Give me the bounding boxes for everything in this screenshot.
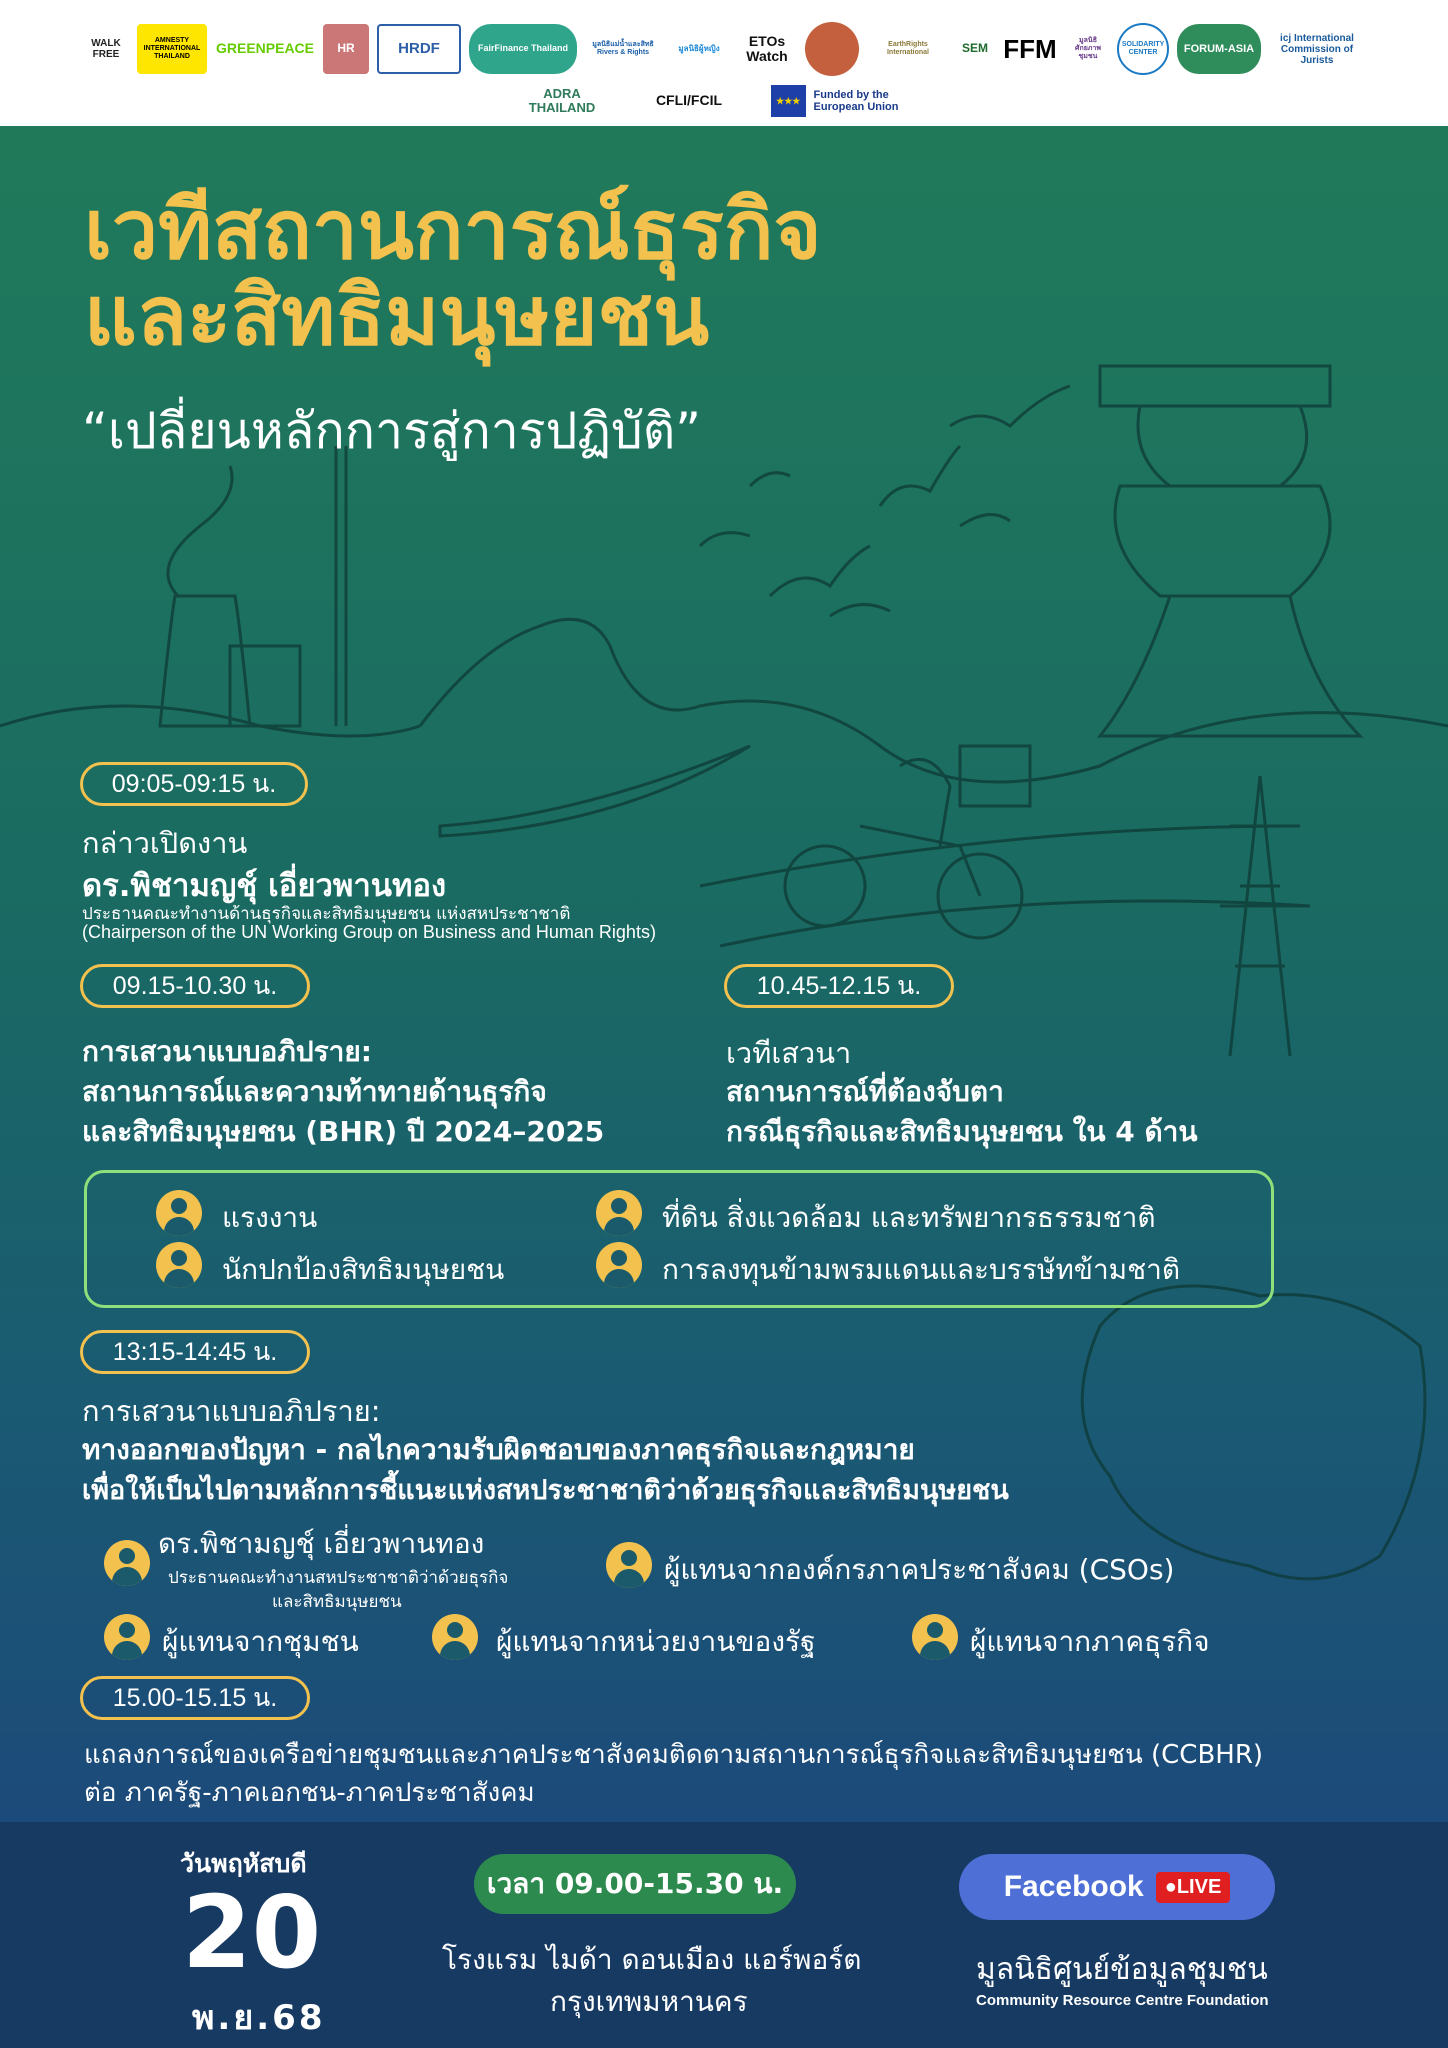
session5-line1: แถลงการณ์ของเครือข่ายชุมชนและภาคประชาสังคมติดตามสถานการณ์ธุรกิจและสิทธิมนุษยชน (CCBHR) — [84, 1740, 1264, 1770]
logo-solidarity-center: SOLIDARITY CENTER — [1117, 23, 1169, 75]
logo-amnesty: AMNESTY INTERNATIONAL THAILAND — [137, 24, 207, 74]
logo-sem: SEM — [962, 41, 989, 56]
session4-speaker-csos: ผู้แทนจากองค์กรภาคประชาสังคม (CSOs) — [664, 1553, 1175, 1586]
session3-line2: สถานการณ์ที่ต้องจับตา — [726, 1075, 1004, 1108]
logo-earthrights: EarthRights International — [886, 41, 929, 56]
session4-line2: ทางออกของปัญหา - กลไกความรับผิดชอบของภาคธุรกิจและกฎหมาย — [82, 1433, 915, 1466]
person-icon — [104, 1540, 150, 1586]
person-icon — [156, 1190, 202, 1236]
logo-ffm: FFM — [1003, 33, 1057, 64]
topic-labour: แรงงาน — [222, 1201, 318, 1234]
logo-women-foundation: มูลนิธิผู้หญิง — [678, 43, 720, 53]
logo-adra: ADRA THAILAND — [528, 85, 596, 115]
facebook-live-badge[interactable] — [959, 1854, 1275, 1920]
session1-role-th: ประธานคณะทำงานด้านธุรกิจและสิทธิมนุษยชน แห่งสหประชาชาติ — [82, 904, 571, 924]
session5-line2: ต่อ ภาครัฐ-ภาคเอกชน-ภาคประชาสังคม — [84, 1778, 535, 1808]
session4-speaker-government: ผู้แทนจากหน่วยงานของรัฐ — [496, 1625, 816, 1658]
session4-speaker1-name: ดร.พิชามญชุ์ เอี่ยวพานทอง — [158, 1527, 485, 1560]
session4-line3: เพื่อให้เป็นไปตามหลักการชี้แนะแห่งสหประชาชาติว่าด้วยธุรกิจและสิทธิมนุษยชน — [82, 1475, 1009, 1506]
event-month-year: พ.ย.68 — [192, 1998, 326, 2038]
logo-hrdf: HRDF — [377, 24, 461, 74]
organizer-name-th: มูลนิธิศูนย์ข้อมูลชุมชน — [976, 1952, 1268, 1987]
person-icon — [912, 1614, 958, 1660]
session4-speaker1-role2: และสิทธิมนุษยชน — [272, 1592, 402, 1612]
eu-flag-icon: ★★★ — [771, 85, 806, 117]
topic-defenders: นักปกป้องสิทธิมนุษยชน — [222, 1253, 505, 1286]
main-poster-area — [0, 126, 1448, 1822]
event-venue-line2: กรุงเทพมหานคร — [550, 1985, 748, 2018]
logo-etos-watch: ETOs Watch — [746, 32, 788, 64]
logo-org-red-circle — [805, 22, 859, 76]
session3-time-badge: 10.45-12.15 น. — [724, 964, 954, 1008]
topic-cross-border-investment: การลงทุนข้ามพรมแดนและบรรษัทข้ามชาติ — [662, 1253, 1181, 1286]
logo-greenpeace: GREENPEACE — [215, 40, 315, 57]
topic-land-environment: ที่ดิน สิ่งแวดล้อม และทรัพยากรธรรมชาติ — [662, 1201, 1156, 1234]
session1-time-badge: 09:05-09:15 น. — [80, 762, 308, 806]
session3-line3: กรณีธุรกิจและสิทธิมนุษยชน ใน 4 ด้าน — [726, 1115, 1198, 1148]
logo-forum-asia: FORUM-ASIA — [1177, 24, 1261, 74]
session4-time-badge: 13:15-14:45 น. — [80, 1330, 310, 1374]
facebook-label: Facebook — [1003, 1870, 1144, 1903]
session2-line1: การเสวนาแบบอภิปราย: — [82, 1035, 372, 1068]
organizer-name-en: Community Resource Centre Foundation — [976, 1992, 1269, 2009]
logo-rivers-rights: มูลนิธิแม่น้ำและสิทธิ Rivers & Rights — [592, 41, 654, 56]
person-icon — [156, 1242, 202, 1288]
session2-line2: สถานการณ์และความท้าทายด้านธุรกิจ — [82, 1075, 547, 1108]
session4-speaker1-role1: ประธานคณะทำงานสหประชาชาติว่าด้วยธุรกิจ — [168, 1568, 509, 1588]
logo-fairfinance: FairFinance Thailand — [469, 24, 577, 74]
person-icon — [432, 1614, 478, 1660]
session2-time-badge: 09.15-10.30 น. — [80, 964, 310, 1008]
partner-logos-row-1 — [0, 22, 1448, 76]
person-icon — [596, 1190, 642, 1236]
session1-label: กล่าวเปิดงาน — [82, 826, 248, 860]
logo-european-union — [766, 84, 936, 118]
session1-role-en: (Chairperson of the UN Working Group on Business and Human Rights) — [82, 922, 656, 942]
session4-speaker-community: ผู้แทนจากชุมชน — [162, 1625, 359, 1658]
logo-cfli: CFLI/FCIL — [655, 92, 723, 109]
title-line-1: เวทีสถานการณ์ธุรกิจ — [84, 183, 822, 278]
session1-speaker: ดร.พิชามญชุ์ เอี่ยวพานทอง — [82, 868, 447, 904]
logo-hr: HR — [323, 24, 369, 74]
footer-bar — [0, 1822, 1448, 2048]
event-day: 20 — [182, 1874, 322, 1991]
partner-logos-bar — [0, 0, 1448, 126]
person-icon — [104, 1614, 150, 1660]
title-line-2: และสิทธิมนุษยชน — [84, 269, 710, 364]
session3-line1: เวทีเสวนา — [726, 1036, 852, 1070]
person-icon — [606, 1542, 652, 1588]
event-time-badge: เวลา 09.00-15.30 น. — [474, 1854, 796, 1914]
live-label: ●LIVE — [1156, 1872, 1231, 1903]
event-venue-line1: โรงแรม ไมด้า ดอนเมือง แอร์พอร์ต — [442, 1943, 862, 1976]
logo-icj: icj International Commission of Jurists — [1280, 32, 1354, 66]
event-weekday: วันพฤหัสบดี — [180, 1849, 307, 1878]
eu-funded-label: Funded by the European Union — [813, 88, 899, 113]
partner-logos-row-2 — [0, 84, 1448, 118]
session2-line3: และสิทธิมนุษยชน (BHR) ปี 2024–2025 — [82, 1115, 605, 1148]
session4-speaker-business: ผู้แทนจากภาคธุรกิจ — [970, 1625, 1210, 1658]
subtitle: “เปลี่ยนหลักการสู่การปฏิบัติ” — [82, 402, 702, 460]
logo-walk-free: WALK FREE — [91, 38, 121, 60]
person-icon — [596, 1242, 642, 1288]
session5-time-badge: 15.00-15.15 น. — [80, 1676, 310, 1720]
session4-line1: การเสวนาแบบอภิปราย: — [82, 1394, 381, 1428]
logo-community-potential: มูลนิธิศักยภาพชุมชน — [1075, 37, 1101, 60]
